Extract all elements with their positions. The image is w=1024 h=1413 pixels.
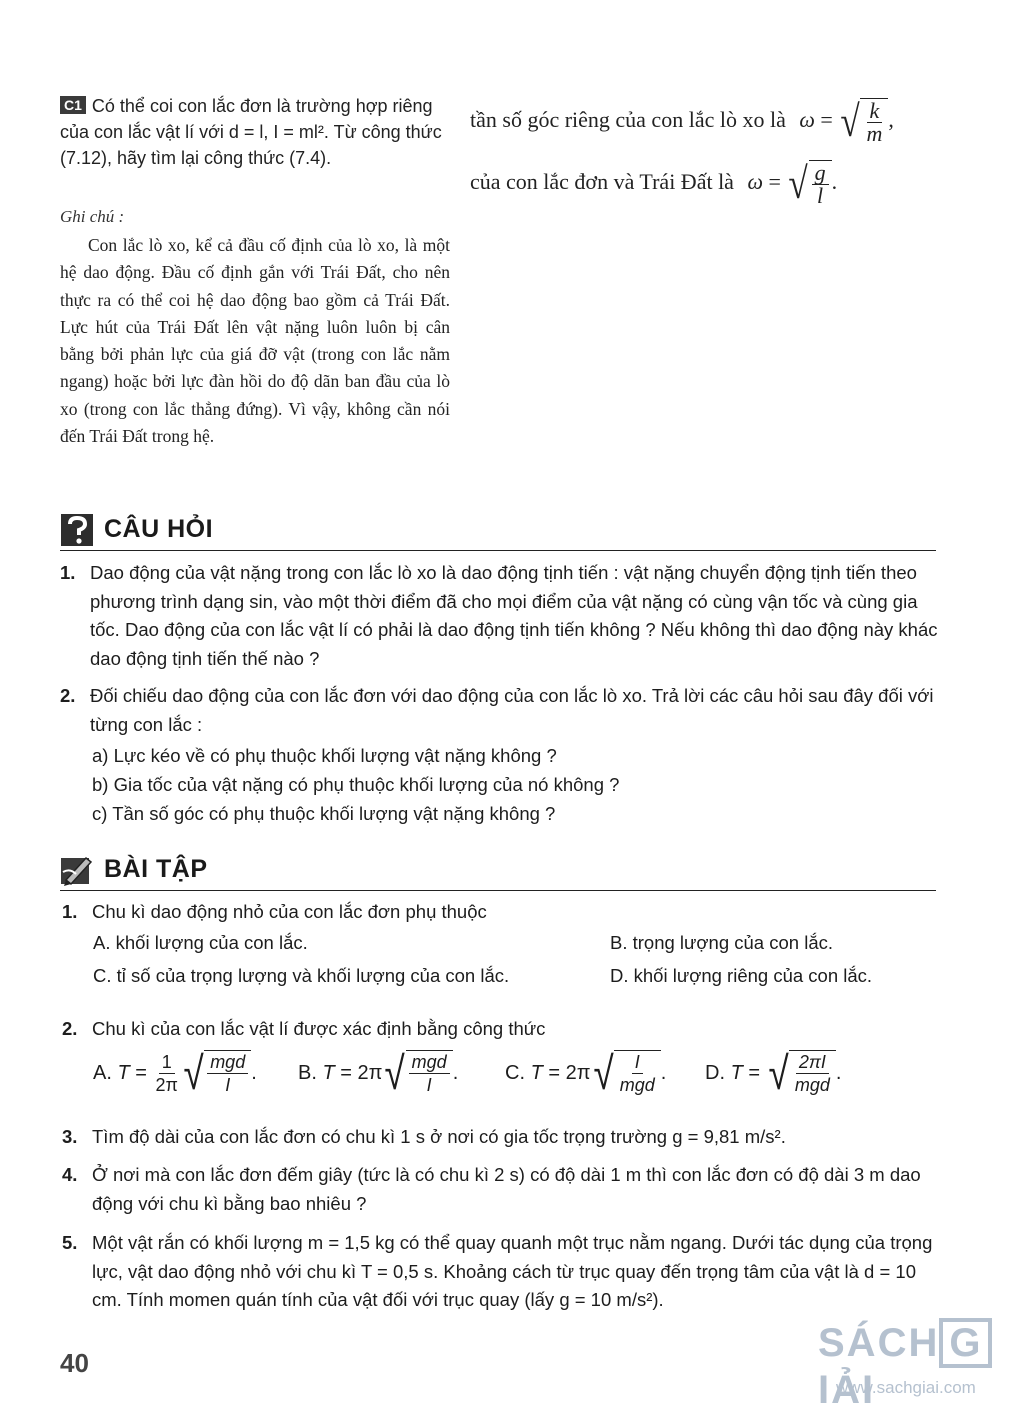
question-mark-icon [60, 512, 96, 548]
period: . [831, 169, 838, 195]
T-symbol: T [117, 1061, 130, 1084]
dot: . [452, 1061, 459, 1084]
section-title-bai-tap: BÀI TẬP [104, 855, 208, 883]
page-number: 40 [60, 1348, 89, 1378]
sqrt-g-over-l: √ $\frac{g}{l}$ [786, 160, 831, 208]
m-symbol: m [866, 121, 883, 146]
question-2b: b) Gia tốc của vật nặng có phụ thuộc khối lượng của nó không ? [92, 774, 620, 795]
exercise-text: Chu kì của con lắc vật lí được xác định bằng công thức [92, 1018, 546, 1039]
spring-omega-text: tần số góc riêng của con lắc lò xo là [470, 107, 786, 133]
exercise-text: Tìm độ dài của con lắc đơn có chu kì 1 s ở nơi có gia tốc trọng trường g = 9,81 m/s². [92, 1126, 786, 1147]
two-pi: 2π [565, 1061, 591, 1084]
mgd: mgd [409, 1051, 450, 1074]
dot: . [835, 1061, 842, 1084]
question-text: Đối chiếu dao động của con lắc đơn với dao động của con lắc lò xo. Trả lời các câu hỏi sau đây đối với từng con lắc : [90, 685, 934, 735]
exercise-2-option-b: B. T = 2π √ $\frac{\text{mgd}}{I}$ . [298, 1047, 459, 1099]
exercise-2 [62, 1015, 942, 1044]
note-title: Ghi chú : [60, 207, 125, 226]
mgd: mgd [207, 1051, 248, 1074]
exercise-number: 5. [62, 1232, 78, 1253]
T-symbol: T [730, 1061, 743, 1084]
k-symbol: k [867, 100, 883, 123]
question-2c: c) Tần số góc có phụ thuộc khối lượng vật nặng không ? [92, 803, 556, 824]
l-symbol: l [817, 183, 824, 208]
equals-sign: = [135, 1061, 147, 1084]
spring-omega-line [470, 98, 894, 146]
I-symbol: I [225, 1075, 231, 1095]
exercise-5 [62, 1229, 942, 1315]
question-number: 2. [60, 685, 76, 706]
watermark-logo-right: IẢI [818, 1368, 876, 1412]
exercise-2-option-c: C. T = 2π √ $\frac{I}{\text{mgd}}$ . [505, 1047, 667, 1099]
exercise-1 [62, 898, 942, 927]
watermark-logo [818, 1318, 1024, 1413]
exercise-number: 4. [62, 1164, 78, 1185]
watermark-url: www.sachgiai.com [836, 1378, 976, 1397]
exercise-number: 1. [62, 901, 78, 922]
T-symbol: T [322, 1061, 335, 1084]
section-title-cau-hoi: CÂU HỎI [104, 515, 214, 543]
exercise-3 [62, 1123, 942, 1152]
denominator: 2π [155, 1074, 178, 1095]
exercise-number: 2. [62, 1018, 78, 1039]
mgd: mgd [794, 1075, 830, 1095]
exercise-1-option-a: A. khối lượng của con lắc. [93, 932, 308, 953]
dot: . [251, 1061, 257, 1084]
c1-question [60, 93, 448, 171]
pendulum-omega-text: của con lắc đơn và Trái Đất là [470, 169, 734, 195]
numerator: 1 [159, 1051, 175, 1074]
option-label: A. [93, 1061, 112, 1084]
option-label: C. [505, 1061, 525, 1084]
question-1 [60, 559, 942, 673]
option-label: D. [705, 1061, 725, 1084]
note-paragraph: Con lắc lò xo, kể cả đầu cố định của lò xo, là một hệ dao động. Đầu cố định gắn với Trái Đất, cho nên thực ra có thể coi hệ dao động bao gồm cả Trái Đất. Lực hút của Trái Đất lên vật nặng luôn luôn bị cân bằng bởi phản lực của giá đỡ vật (trong con lắc nằm ngang) hoặc bởi lực đàn hồi do độ dãn ban đầu của lò xo (trong con lắc thẳng đứng). Vì vậy, không cần nói đến Trái Đất trong hệ. [60, 235, 450, 447]
pencil-exercise-icon [60, 852, 96, 888]
I-symbol: I [632, 1051, 643, 1074]
sqrt-k-over-m: √ $\frac{k}{m}$ [838, 98, 888, 146]
exercise-1-option-c: C. tỉ số của trọng lượng và khối lượng của con lắc. [93, 965, 510, 986]
pendulum-omega-line [470, 160, 837, 208]
exercise-4 [62, 1161, 942, 1218]
g-symbol: g [812, 162, 829, 185]
omega-symbol: ω [799, 107, 815, 133]
equals-sign: = [820, 107, 833, 133]
note-body [60, 232, 450, 450]
T-symbol: T [530, 1061, 543, 1084]
exercise-1-option-d: D. khối lượng riêng của con lắc. [610, 965, 873, 986]
question-number: 1. [60, 562, 76, 583]
section-bai-tap [60, 850, 936, 891]
dot: . [660, 1061, 667, 1084]
I-symbol: I [426, 1075, 432, 1095]
equals-sign: = [340, 1061, 352, 1084]
question-text: Dao động của vật nặng trong con lắc lò xo là dao động tịnh tiến : vật nặng chuyển động tịnh tiến theo phương trình dạng sin, vào một thời điểm đã cho mọi điểm của vật nặng có cùng vận tốc và cùng gia tốc. Dao động của con lắc vật lí có phải là dao động tịnh tiến không ? Nếu không thì dao động này khác dao động tịnh tiến thế nào ? [90, 562, 938, 669]
equals-sign: = [548, 1061, 561, 1084]
exercise-2-option-a: A. T = $\frac{1}{2\pi}$ √ $\frac{\text{mgd}}{I}$ . [93, 1047, 257, 1099]
exercise-text: Chu kì dao động nhỏ của con lắc đơn phụ thuộc [92, 901, 487, 922]
exercise-text: Ở nơi mà con lắc đơn đếm giây (tức là có chu kì 2 s) có độ dài 1 m thì con lắc đơn có độ dài 3 m dao động với chu kì bằng bao nhiêu ? [92, 1164, 921, 1214]
omega-symbol: ω [747, 169, 763, 195]
section-cau-hoi [60, 510, 936, 551]
c1-text: Có thể coi con lắc đơn là trường hợp riêng của con lắc vật lí với d = l, I = ml². Từ công thức (7.12), hãy tìm lại công thức (7.4). [60, 96, 442, 168]
watermark-logo-g: G [939, 1318, 992, 1368]
option-label: B. [298, 1061, 317, 1084]
exercise-number: 3. [62, 1126, 78, 1147]
question-2 [60, 682, 942, 739]
exercise-1-option-b: B. trọng lượng của con lắc. [610, 932, 833, 953]
c1-badge: C1 [60, 96, 86, 114]
exercise-text: Một vật rắn có khối lượng m = 1,5 kg có thể quay quanh một trục nằm ngang. Dưới tác dụng của trọng lực, vật dao động nhỏ với chu kì T = 0,5 s. Khoảng cách từ trục quay đến trọng tâm của vật là d = 10 cm. Tính momen quán tính của vật đối với trục quay (lấy g = 10 m/s²). [92, 1232, 933, 1310]
exercise-2-option-d: D. T = √ $\frac{2\pi I}{\text{mgd}}$ . [705, 1047, 842, 1099]
equals-sign: = [768, 169, 781, 195]
two-pi-I: 2πI [796, 1051, 829, 1074]
comma: , [888, 107, 894, 133]
equals-sign: = [748, 1061, 761, 1084]
mgd: mgd [619, 1075, 655, 1095]
two-pi: 2π [357, 1061, 383, 1084]
watermark-logo-left: SÁCH [818, 1321, 940, 1365]
question-2a: a) Lực kéo về có phụ thuộc khối lượng vật nặng không ? [92, 745, 557, 766]
